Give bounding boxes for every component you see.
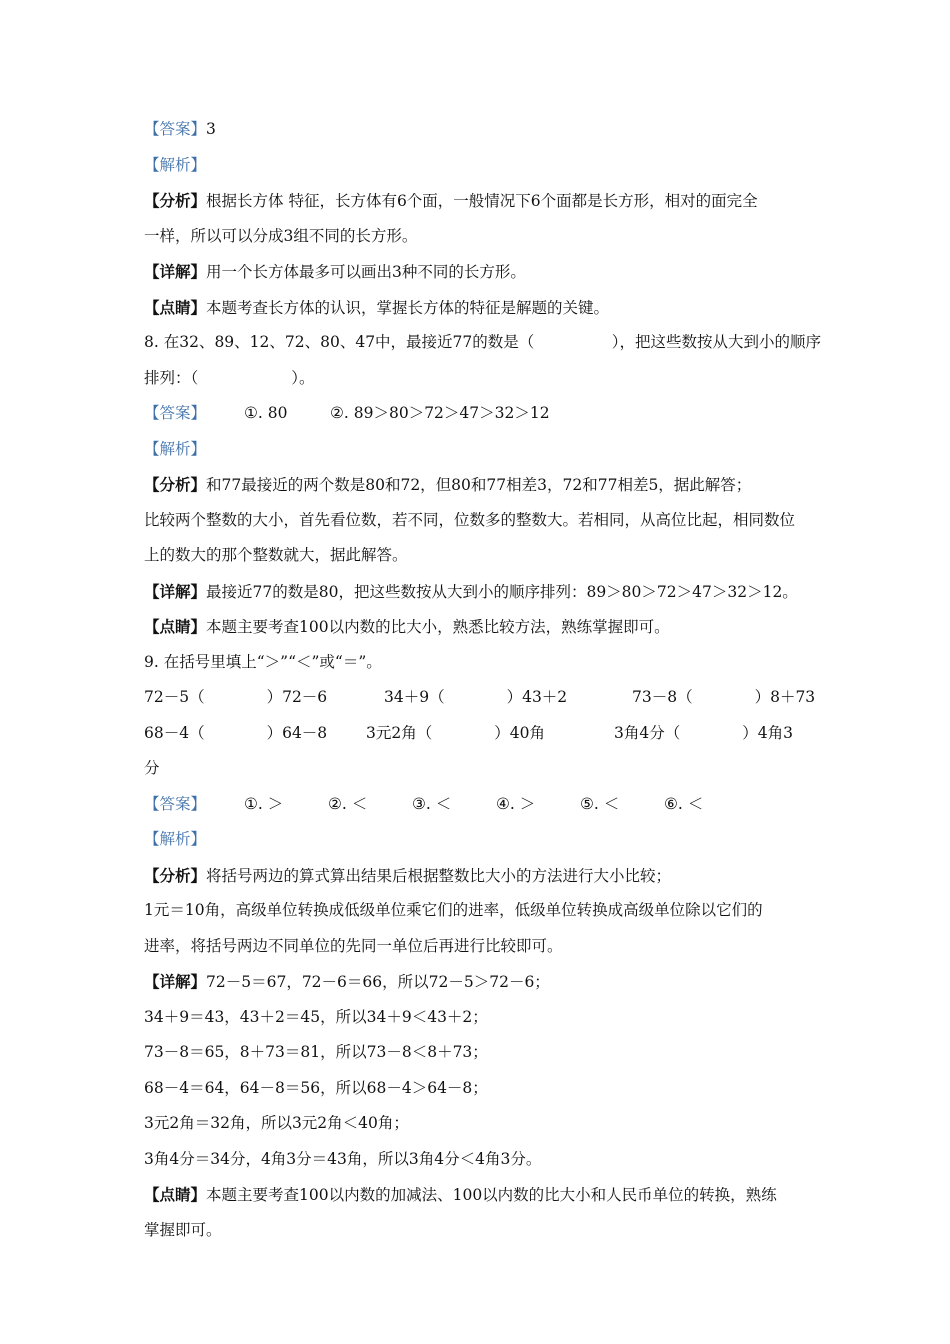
answer-item-4: ④. ＞ <box>496 794 536 813</box>
answer-item-6: ⑥. ＜ <box>664 794 704 813</box>
answer-value: 3 <box>206 120 216 138</box>
q8-stem-line-2: 排列：（ ）。 <box>144 368 315 387</box>
point-text: 本题考查长方体的认识，掌握长方体的特征是解题的关键。 <box>206 298 610 317</box>
answer-tag: 【答案】 <box>144 120 207 138</box>
answer-item-2: ②. 89＞80＞72＞47＞32＞12 <box>330 404 550 422</box>
q8-analysis-line-1 <box>144 467 810 503</box>
point-tag: 【点睛】 <box>144 617 207 636</box>
exercise-item: 3元2角（ ）40角 <box>366 723 545 742</box>
analysis-text: 根据长方体 特征，长方体有6个面，一般情况下6个面都是长方形，相对的面完全 <box>206 192 758 210</box>
q7-detail-line <box>144 254 810 290</box>
answer-item-3: ③. ＜ <box>412 794 452 813</box>
q9-detail-line-2: 34＋9＝43，43＋2＝45，所以34＋9＜43＋2； <box>144 1007 488 1026</box>
answer-item-1: ①. ＞ <box>244 794 284 813</box>
answer-item-2: ②. ＜ <box>328 794 368 813</box>
q8-analysis-line-2: 比较两个整数的大小，首先看位数，若不同，位数多的整数大。若相同，从高位比起，相同数位 <box>144 510 796 529</box>
exercise-item: 3角4分（ ）4角3 <box>614 723 793 742</box>
detail-tag: 【详解】 <box>144 262 207 281</box>
q8-jiexi: 【解析】 <box>144 439 207 458</box>
detail-text: 最接近77的数是80，把这些数按从大到小的顺序排列：89＞80＞72＞47＞32＞12。 <box>206 582 798 601</box>
q9-detail-line-1 <box>144 964 810 1000</box>
exercise-item: 72－5（ ）72－6 <box>144 688 328 706</box>
q8-answer-line <box>144 396 810 432</box>
detail-text: 72－5＝67，72－6＝66，所以72－5＞72－6； <box>206 973 550 991</box>
q9-stem: 9. 在括号里填上“＞”“＜”或“＝”。 <box>144 652 382 671</box>
q8-point-line <box>144 609 810 645</box>
q7-jiexi: 【解析】 <box>144 155 207 174</box>
point-tag: 【点睛】 <box>144 1185 207 1204</box>
q9-jiexi: 【解析】 <box>144 830 207 848</box>
q9-detail-line-3: 73－8＝65，8＋73＝81，所以73－8＜8＋73； <box>144 1043 488 1061</box>
detail-tag: 【详解】 <box>144 581 207 601</box>
analysis-text: 将括号两边的算式算出结果后根据整数比大小的方法进行大小比较； <box>206 866 672 885</box>
q9-analysis-line-2: 1元＝10角，高级单位转换成低级单位乘它们的进率，低级单位转换成高级单位除以它们的 <box>144 901 763 919</box>
q8-stem-line-1: 8. 在32、89、12、72、80、47中，最接近77的数是（ ），把这些数按从大到小的顺序 <box>144 333 822 351</box>
q7-analysis-line-2: 一样，所以可以分成3组不同的长方形。 <box>144 226 418 245</box>
q7-answer-line <box>144 112 810 148</box>
answer-tag: 【答案】 <box>144 794 207 813</box>
point-text: 本题主要考查100以内数的比大小，熟悉比较方法，熟练掌握即可。 <box>206 618 670 636</box>
q8-analysis-line-3: 上的数大的那个整数就大，据此解答。 <box>144 546 408 564</box>
q9-exercise-row-2-wrap: 分 <box>144 759 160 777</box>
answer-tag: 【答案】 <box>144 404 207 422</box>
analysis-tag: 【分析】 <box>144 475 207 494</box>
answer-item-5: ⑤. ＜ <box>580 794 620 813</box>
q7-analysis-line-1 <box>144 183 810 219</box>
analysis-tag: 【分析】 <box>144 865 207 885</box>
exercise-item: 73－8（ ）8＋73 <box>632 688 816 706</box>
q8-detail-line <box>144 574 810 610</box>
q9-exercise-row-2 <box>144 716 810 752</box>
answer-item-1: ①. 80 <box>244 404 288 422</box>
exercise-item: 34＋9（ ）43＋2 <box>384 688 568 706</box>
detail-text: 用一个长方体最多可以画出3种不同的长方形。 <box>206 263 526 281</box>
q9-point-line-1 <box>144 1177 810 1213</box>
exercise-item: 68－4（ ）64－8 <box>144 723 328 742</box>
detail-tag: 【详解】 <box>144 972 207 991</box>
q9-answer-line <box>144 787 810 823</box>
document-page <box>144 112 822 1248</box>
q9-detail-line-5: 3元2角＝32角，所以3元2角＜40角； <box>144 1114 409 1132</box>
q9-analysis-line-3: 进率，将括号两边不同单位的先同一单位后再进行比较即可。 <box>144 936 563 955</box>
q9-exercise-row-1 <box>144 680 816 716</box>
q9-analysis-line-1 <box>144 858 810 894</box>
point-tag: 【点睛】 <box>144 297 207 317</box>
q9-detail-line-4: 68－4＝64，64－8＝56，所以68－4＞64－8； <box>144 1078 488 1097</box>
q7-point-line <box>144 290 810 326</box>
q9-detail-line-6: 3角4分＝34分，4角3分＝43角，所以3角4分＜4角3分。 <box>144 1149 542 1168</box>
q9-point-line-2: 掌握即可。 <box>144 1220 222 1239</box>
analysis-tag: 【分析】 <box>144 191 207 210</box>
analysis-text: 和77最接近的两个数是80和72，但80和77相差3，72和77相差5，据此解答； <box>206 476 752 494</box>
point-text: 本题主要考查100以内数的加减法、100以内数的比大小和人民币单位的转换，熟练 <box>206 1186 777 1204</box>
